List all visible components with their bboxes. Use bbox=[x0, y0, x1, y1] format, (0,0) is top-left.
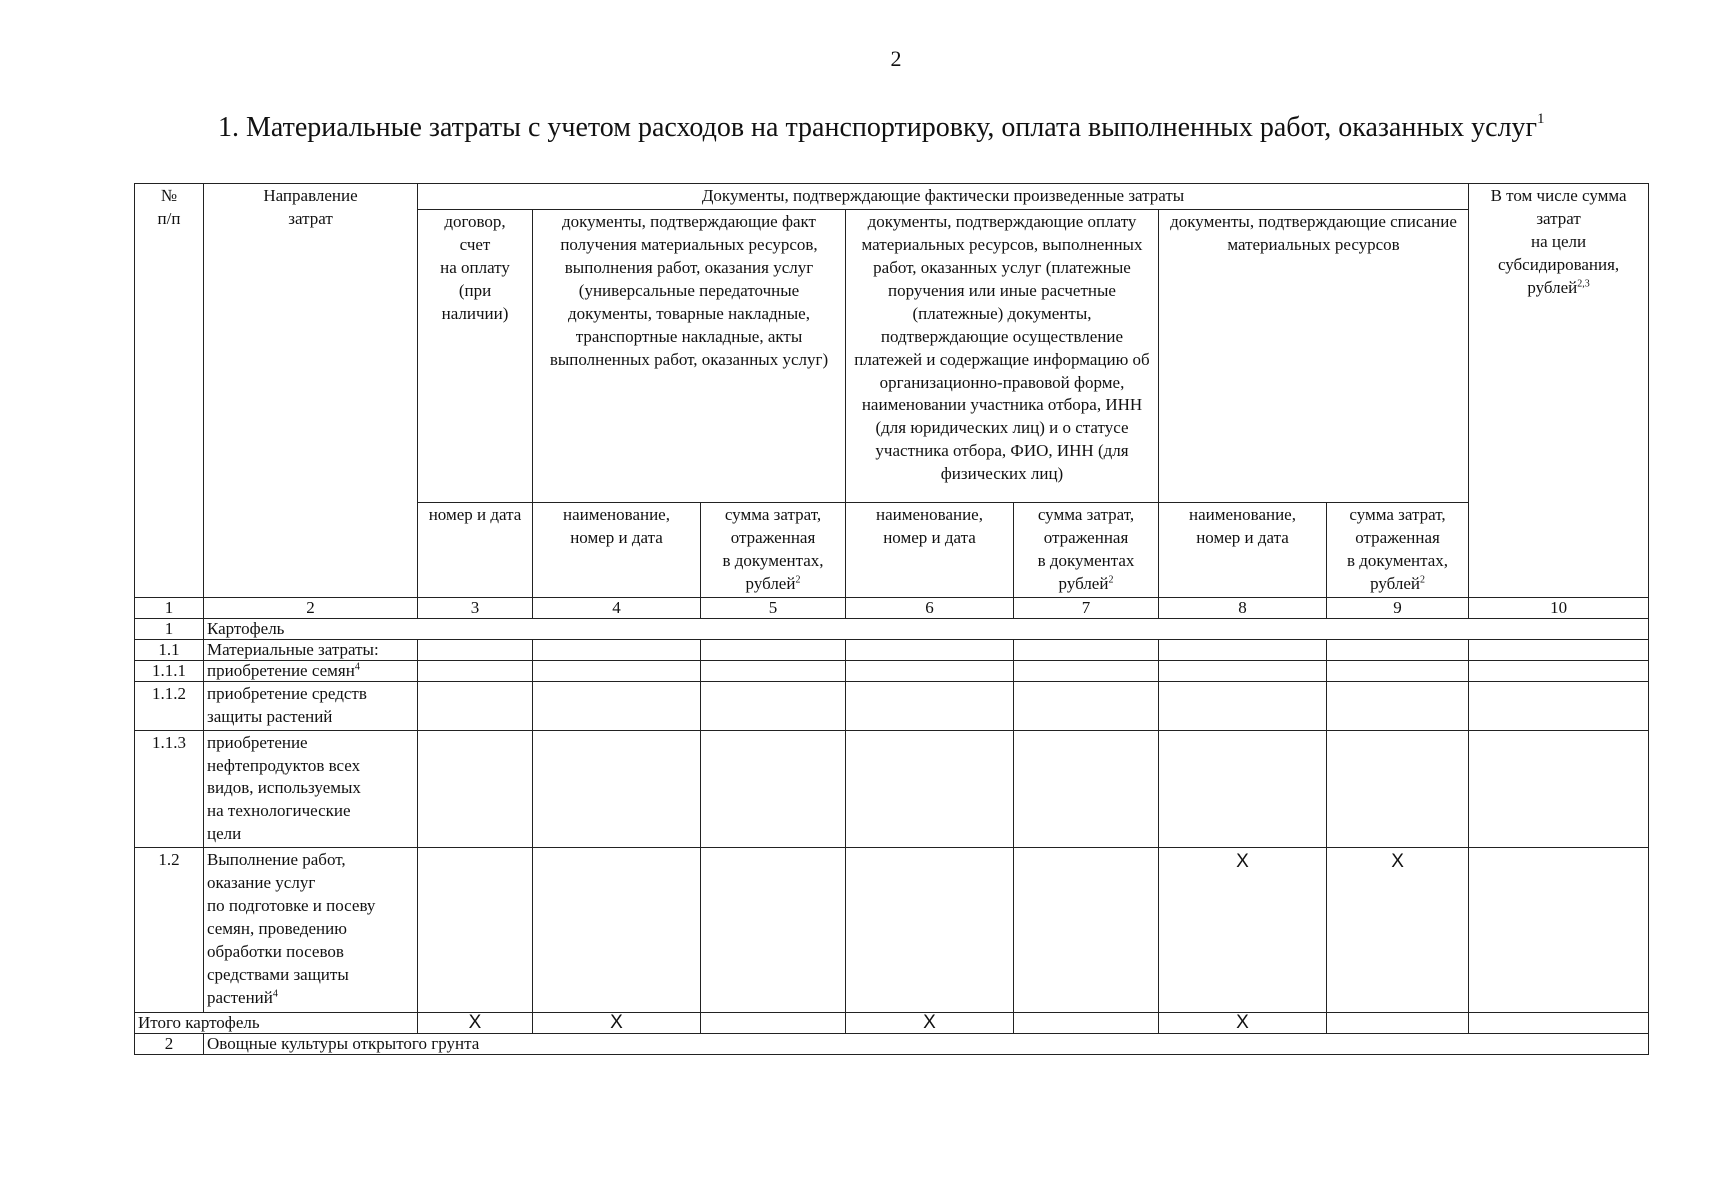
table-cell bbox=[1327, 660, 1469, 681]
table-cell bbox=[1014, 639, 1159, 660]
row-number: 1 bbox=[135, 618, 204, 639]
table-cell bbox=[1327, 1013, 1469, 1034]
row-number: 1.1.3 bbox=[135, 730, 204, 848]
column-number: 2 bbox=[204, 597, 418, 618]
column-number: 3 bbox=[418, 597, 533, 618]
table-cell bbox=[701, 681, 846, 730]
header-documents-group: Документы, подтверждающие фактически произведенные затраты bbox=[418, 184, 1469, 210]
section-row-vegetables bbox=[135, 1034, 1649, 1055]
header-c3: номер и дата bbox=[418, 502, 533, 597]
table-cell bbox=[1014, 848, 1159, 1013]
table-cell bbox=[1469, 639, 1649, 660]
table-row bbox=[135, 730, 1649, 848]
x-mark: X bbox=[418, 1013, 533, 1034]
table-cell bbox=[1327, 730, 1469, 848]
header-c8: наименование, номер и дата bbox=[1159, 502, 1327, 597]
x-mark: X bbox=[1159, 1013, 1327, 1034]
table-cell bbox=[1159, 681, 1327, 730]
column-number: 10 bbox=[1469, 597, 1649, 618]
cost-table bbox=[134, 183, 1649, 1055]
table-row bbox=[135, 848, 1649, 1013]
title-footnote-marker: 1 bbox=[1537, 110, 1545, 127]
row-number: 1.2 bbox=[135, 848, 204, 1013]
footnote-marker: 4 bbox=[272, 988, 278, 1000]
row-label-text: приобретение семян bbox=[207, 660, 355, 680]
header-c4: наименование, номер и дата bbox=[533, 502, 701, 597]
x-mark: X bbox=[1159, 848, 1327, 1013]
table-cell bbox=[1327, 639, 1469, 660]
table-row bbox=[135, 681, 1649, 730]
x-mark: X bbox=[846, 1013, 1014, 1034]
table-cell bbox=[418, 660, 533, 681]
table-cell bbox=[1014, 681, 1159, 730]
column-number: 6 bbox=[846, 597, 1014, 618]
table-cell bbox=[1469, 730, 1649, 848]
row-label-text: Выполнение работ, оказание услуг по подготовке и посеву семян, проведению обработки посевов средствами защиты растений bbox=[207, 850, 376, 1007]
header-c5-text: сумма затрат, отраженная в документах, рублей bbox=[722, 504, 824, 593]
header-payment-docs: документы, подтверждающие оплату материальных ресурсов, выполненных работ, оказанных услуг (платежные поручения или иные расчетные (платежные) документы, подтверждающие осуществление платежей и содержащие информацию об организационно-правовой форме, наименовании участника отбора, ИНН (для юридических лиц) и о статусе участника отбора, ФИО, ИНН (для физических лиц) bbox=[846, 209, 1159, 502]
header-col-subsidy-text: В том числе сумма затрат на цели субсидирования, рублей bbox=[1490, 186, 1627, 297]
total-row-potato bbox=[135, 1013, 1649, 1034]
header-c5 bbox=[701, 502, 846, 597]
x-mark: X bbox=[1327, 848, 1469, 1013]
table-cell bbox=[533, 730, 701, 848]
table-cell bbox=[1014, 1013, 1159, 1034]
table-cell bbox=[418, 639, 533, 660]
column-number: 7 bbox=[1014, 597, 1159, 618]
table-cell bbox=[418, 681, 533, 730]
table-cell bbox=[846, 848, 1014, 1013]
row-label: Материальные затраты: bbox=[204, 639, 418, 660]
table-cell bbox=[701, 848, 846, 1013]
column-number: 5 bbox=[701, 597, 846, 618]
table-row bbox=[135, 660, 1649, 681]
table-cell bbox=[701, 1013, 846, 1034]
table-cell bbox=[1014, 660, 1159, 681]
table-cell bbox=[1159, 730, 1327, 848]
footnote-marker: 4 bbox=[354, 661, 360, 673]
table-cell bbox=[1014, 730, 1159, 848]
table-cell bbox=[846, 639, 1014, 660]
column-number: 9 bbox=[1327, 597, 1469, 618]
table-cell bbox=[533, 848, 701, 1013]
row-number: 1.1 bbox=[135, 639, 204, 660]
section-label: Овощные культуры открытого грунта bbox=[204, 1034, 1649, 1055]
header-c6: наименование, номер и дата bbox=[846, 502, 1014, 597]
table-cell bbox=[1327, 681, 1469, 730]
table-cell bbox=[846, 681, 1014, 730]
column-number-row bbox=[135, 597, 1649, 618]
column-number: 4 bbox=[533, 597, 701, 618]
row-label bbox=[204, 660, 418, 681]
header-col-subsidy bbox=[1469, 184, 1649, 598]
row-label: приобретение нефтепродуктов всех видов, используемых на технологические цели bbox=[204, 730, 418, 848]
c7-footnote-marker: 2 bbox=[1108, 574, 1114, 586]
header-writeoff-docs: документы, подтверждающие списание материальных ресурсов bbox=[1159, 209, 1469, 502]
table-cell bbox=[701, 730, 846, 848]
header-c7-text: сумма затрат, отраженная в документах рублей bbox=[1037, 504, 1135, 593]
row-number: 1.1.1 bbox=[135, 660, 204, 681]
column-number: 1 bbox=[135, 597, 204, 618]
table-cell bbox=[533, 639, 701, 660]
table-row bbox=[135, 639, 1649, 660]
table-cell bbox=[418, 848, 533, 1013]
x-mark: X bbox=[533, 1013, 701, 1034]
document-title-text: 1. Материальные затраты с учетом расходов на транспортировку, оплата выполненных работ, оказанных услуг bbox=[218, 112, 1538, 143]
c9-footnote-marker: 2 bbox=[1419, 574, 1425, 586]
table-cell bbox=[846, 660, 1014, 681]
table-cell bbox=[1159, 639, 1327, 660]
column-number: 8 bbox=[1159, 597, 1327, 618]
section-row-potato bbox=[135, 618, 1649, 639]
c5-footnote-marker: 2 bbox=[795, 574, 801, 586]
header-receipt-docs: документы, подтверждающие факт получения материальных ресурсов, выполнения работ, оказания услуг (универсальные передаточные документы, товарные накладные, транспортные накладные, акты выполненных работ, оказанных услуг) bbox=[533, 209, 846, 502]
header-c9-text: сумма затрат, отраженная в документах, рублей bbox=[1347, 504, 1449, 593]
header-contract: договор, счет на оплату (при наличии) bbox=[418, 209, 533, 502]
row-number: 1.1.2 bbox=[135, 681, 204, 730]
header-col-direction: Направление затрат bbox=[204, 184, 418, 598]
document-title bbox=[218, 112, 1648, 144]
table-cell bbox=[1159, 660, 1327, 681]
table-cell bbox=[846, 730, 1014, 848]
header-c7 bbox=[1014, 502, 1159, 597]
total-label: Итого картофель bbox=[135, 1013, 418, 1034]
header-row-1 bbox=[135, 184, 1649, 210]
table-cell bbox=[701, 660, 846, 681]
section-label: Картофель bbox=[204, 618, 1649, 639]
table-cell bbox=[533, 681, 701, 730]
table-cell bbox=[1469, 848, 1649, 1013]
table-cell bbox=[418, 730, 533, 848]
row-label bbox=[204, 848, 418, 1013]
subsidy-footnote-marker: 2,3 bbox=[1577, 278, 1590, 290]
row-number: 2 bbox=[135, 1034, 204, 1055]
row-label: приобретение средств защиты растений bbox=[204, 681, 418, 730]
header-c9 bbox=[1327, 502, 1469, 597]
table-cell bbox=[1469, 681, 1649, 730]
table-cell bbox=[533, 660, 701, 681]
table-cell bbox=[1469, 1013, 1649, 1034]
table-cell bbox=[1469, 660, 1649, 681]
table-cell bbox=[701, 639, 846, 660]
page-number: 2 bbox=[890, 46, 902, 71]
header-col-number: № п/п bbox=[135, 184, 204, 598]
